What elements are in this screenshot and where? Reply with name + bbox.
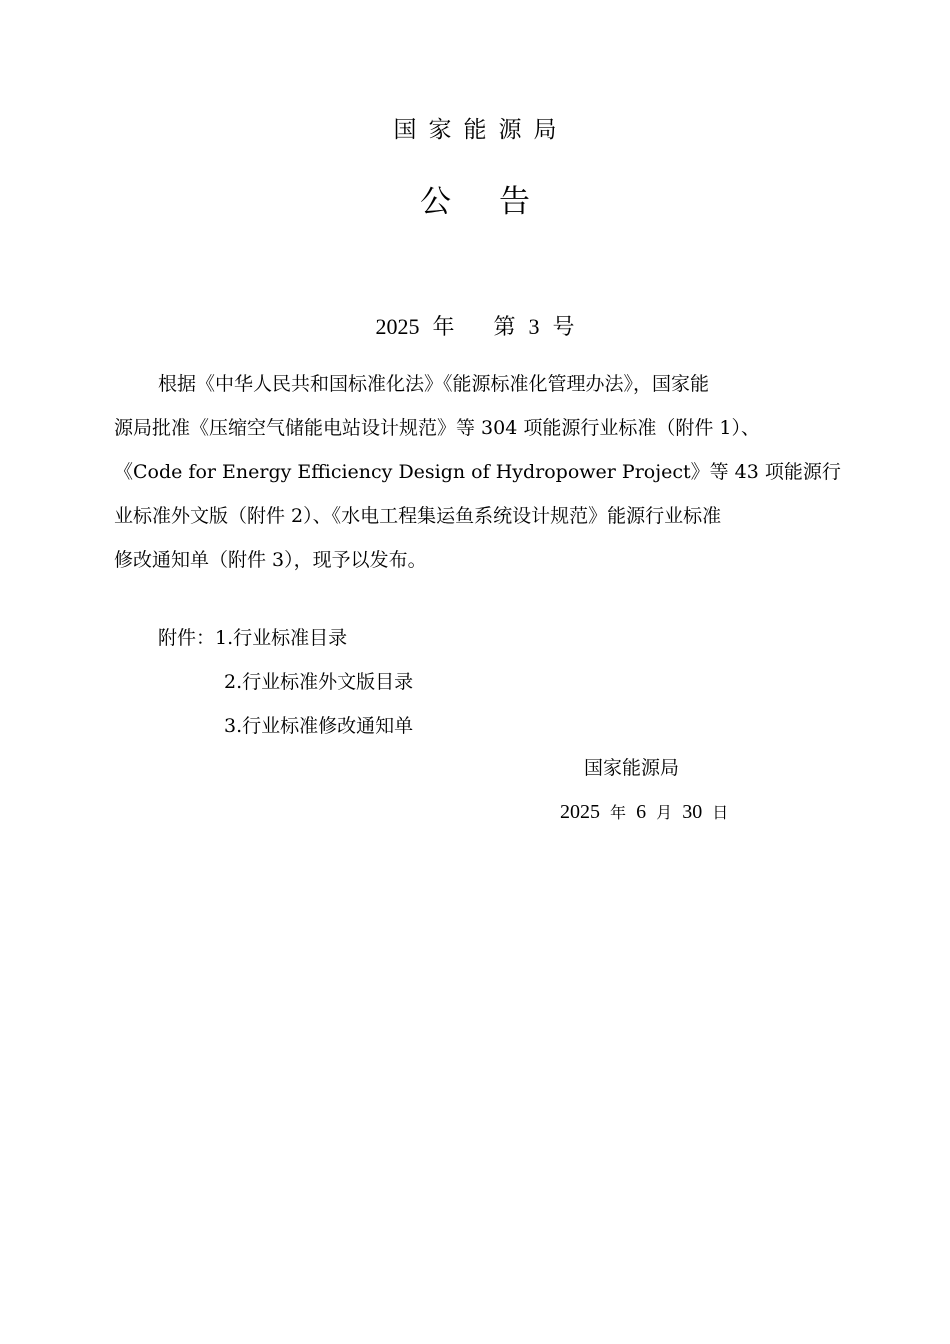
document-type-title: 公告 <box>420 184 578 220</box>
attachment-row-3 <box>158 704 413 748</box>
announcement-body <box>114 362 841 582</box>
date-year: 2025 <box>560 801 600 823</box>
attachment-row-2 <box>158 660 413 704</box>
date-month-char: 月 <box>656 803 673 822</box>
doc-number-year: 2025 <box>375 314 420 339</box>
doc-number-year-char: 年 <box>432 315 455 340</box>
body-line-4: 业标准外文版（附件 2）、《水电工程集运鱼系统设计规范》能源行业标准 <box>114 505 722 527</box>
attachments-label: 附件： <box>158 627 216 649</box>
date-month: 6 <box>636 801 647 823</box>
body-line-5: 修改通知单（附件 3），现予以发布。 <box>114 549 427 571</box>
document-number <box>0 310 950 345</box>
body-line-2: 源局批准《压缩空气储能电站设计规范》等 304 项能源行业标准（附件 1）、 <box>114 417 760 439</box>
doc-number-value: 3 <box>528 314 540 339</box>
attachments-list <box>158 616 413 748</box>
attachment-row-1 <box>158 616 413 660</box>
attachment-item: 3.行业标准修改通知单 <box>224 715 414 737</box>
date-year-char: 年 <box>610 803 627 822</box>
issue-date <box>560 794 728 831</box>
attachment-item: 1.行业标准目录 <box>215 627 348 649</box>
attachment-item: 2.行业标准外文版目录 <box>224 671 414 693</box>
doc-number-suffix: 号 <box>552 315 575 340</box>
agency-title: 国家能源局 <box>393 117 569 143</box>
date-day-char: 日 <box>712 803 729 822</box>
body-line-3: 《Code for Energy Efficiency Design of Hydropower Project》等 43 项能源行 <box>114 461 841 483</box>
body-line-1: 根据《中华人民共和国标准化法》《能源标准化管理办法》，国家能 <box>158 373 710 395</box>
date-day: 30 <box>682 801 703 823</box>
doc-number-prefix: 第 <box>493 315 516 340</box>
issuer-signature: 国家能源局 <box>584 757 680 779</box>
